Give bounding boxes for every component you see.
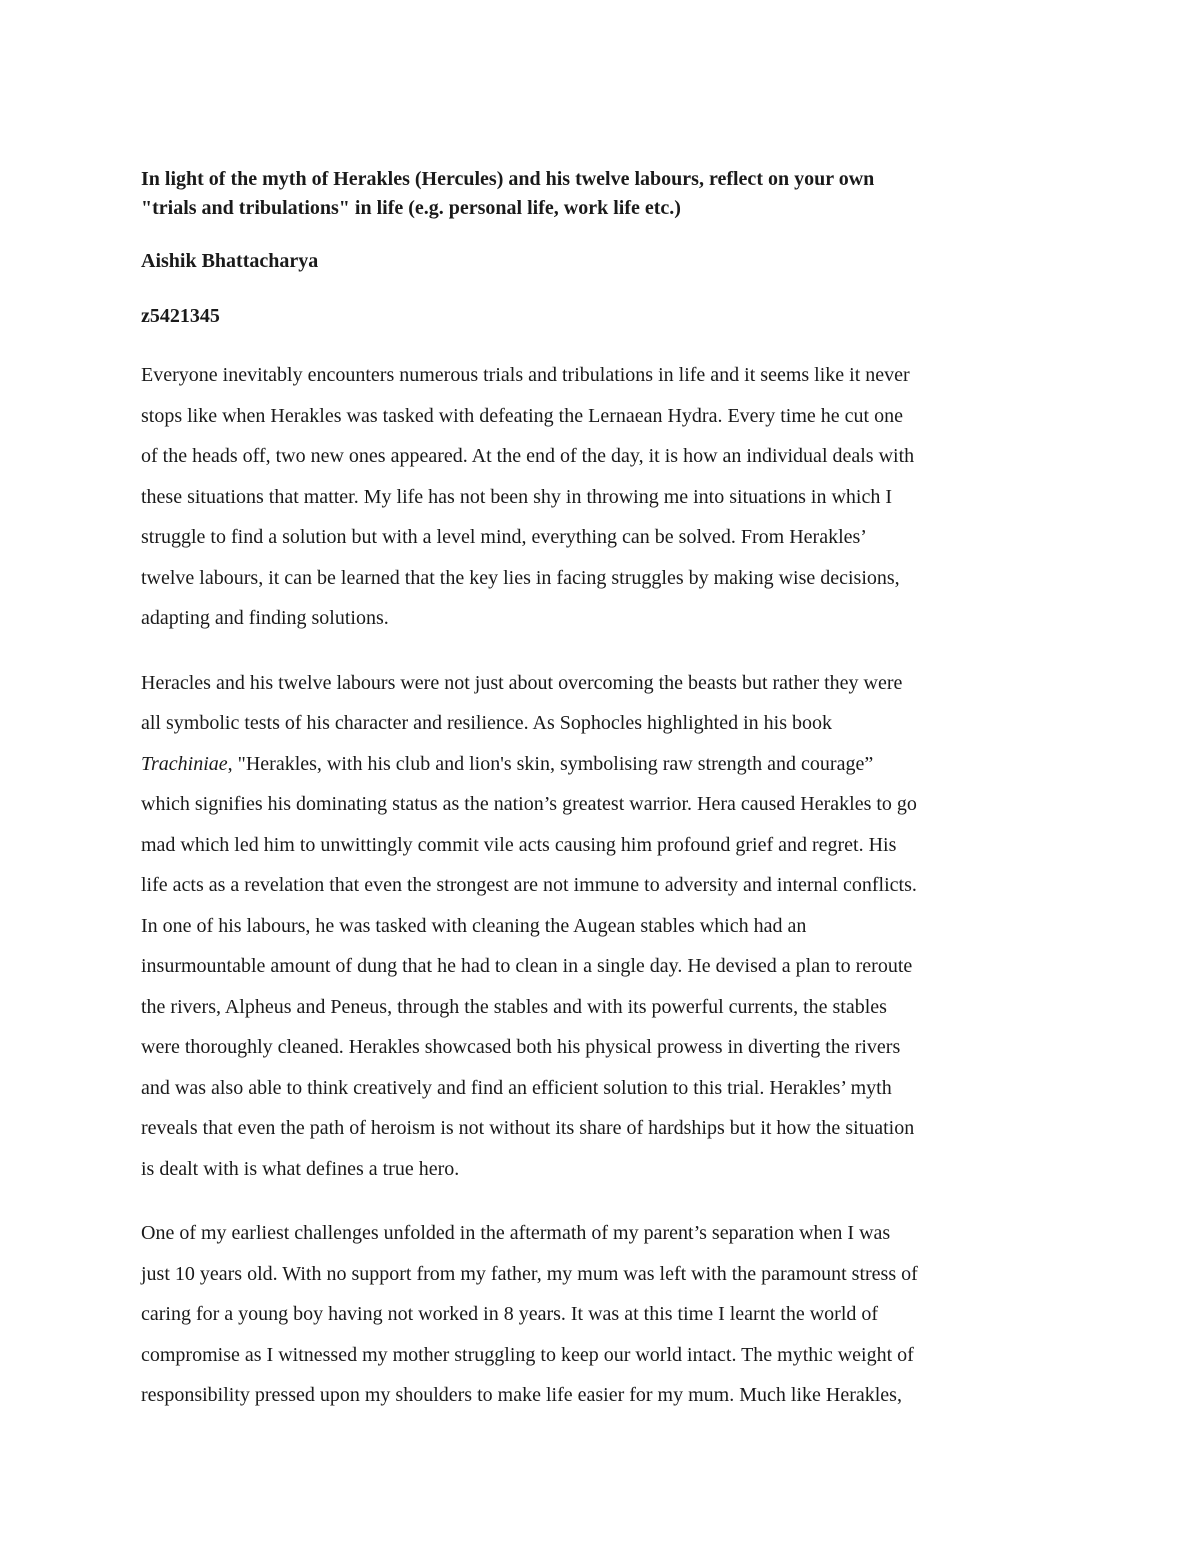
text-line: is dealt with is what defines a true hero.	[141, 1157, 460, 1180]
text-line: of the heads off, two new ones appeared. At the end of the day, it is how an individual deals with	[141, 445, 915, 467]
text-line: stops like when Herakles was tasked with defeating the Lernaean Hydra. Every time he cut one	[141, 404, 903, 427]
book-title: Trachiniae	[141, 752, 228, 775]
text-line: and was also able to think creatively and find an efficient solution to this trial. Herakles’ myth	[141, 1076, 892, 1099]
text-line: insurmountable amount of dung that he had to clean in a single day. He devised a plan to reroute	[141, 955, 913, 977]
text-line: all symbolic tests of his character and resilience. As Sophocles highlighted in his book	[141, 712, 832, 734]
text-line: which signifies his dominating status as the nation’s greatest warrior. Hera caused Herakles to go	[141, 793, 917, 815]
text-line: the rivers, Alpheus and Peneus, through the stables and with its powerful currents, the stables	[141, 995, 887, 1018]
text-line: Heracles and his twelve labours were not just about overcoming the beasts but rather they were	[141, 671, 903, 694]
text-line: just 10 years old. With no support from my father, my mum was left with the paramount stress of	[141, 1262, 918, 1285]
essay-title-line: "trials and tribulations" in life (e.g. personal life, work life etc.)	[141, 197, 681, 219]
text-line: Everyone inevitably encounters numerous trials and tribulations in life and it seems like it never	[141, 364, 910, 386]
text-line	[141, 744, 1063, 785]
text-line: adapting and finding solutions.	[141, 607, 389, 629]
document-body	[141, 165, 1063, 1440]
text-line: twelve labours, it can be learned that the key lies in facing struggles by making wise decisions,	[141, 566, 900, 589]
paragraph-3	[141, 1213, 1063, 1416]
paragraph-1	[141, 355, 1063, 639]
text-line: compromise as I witnessed my mother struggling to keep our world intact. The mythic weight of	[141, 1343, 914, 1366]
text-line: these situations that matter. My life has not been shy in throwing me into situations in which I	[141, 485, 893, 508]
text-line: In one of his labours, he was tasked with cleaning the Augean stables which had an	[141, 914, 807, 937]
text-line: life acts as a revelation that even the strongest are not immune to adversity and internal conflicts.	[141, 874, 917, 896]
essay-title	[141, 165, 1063, 223]
text-line: mad which led him to unwittingly commit vile acts causing him profound grief and regret. His	[141, 833, 897, 856]
text-line: were thoroughly cleaned. Herakles showcased both his physical prowess in diverting the rivers	[141, 1036, 901, 1058]
quote-text: , "Herakles, with his club and lion's skin, symbolising raw strength and courage”	[227, 752, 874, 775]
text-line: responsibility pressed upon my shoulders to make life easier for my mum. Much like Herakles,	[141, 1384, 902, 1406]
text-line: One of my earliest challenges unfolded in the aftermath of my parent’s separation when I was	[141, 1222, 891, 1244]
essay-title-line: In light of the myth of Herakles (Hercules) and his twelve labours, reflect on your own	[141, 168, 875, 190]
text-line: caring for a young boy having not worked in 8 years. It was at this time I learnt the world of	[141, 1303, 879, 1325]
author-name: Aishik Bhattacharya	[141, 250, 319, 272]
text-line: struggle to find a solution but with a level mind, everything can be solved. From Herakles’	[141, 526, 867, 548]
student-id: z5421345	[141, 305, 220, 327]
paragraph-2	[141, 663, 1063, 1190]
text-line: reveals that even the path of heroism is not without its share of hardships but it how the situation	[141, 1117, 915, 1139]
